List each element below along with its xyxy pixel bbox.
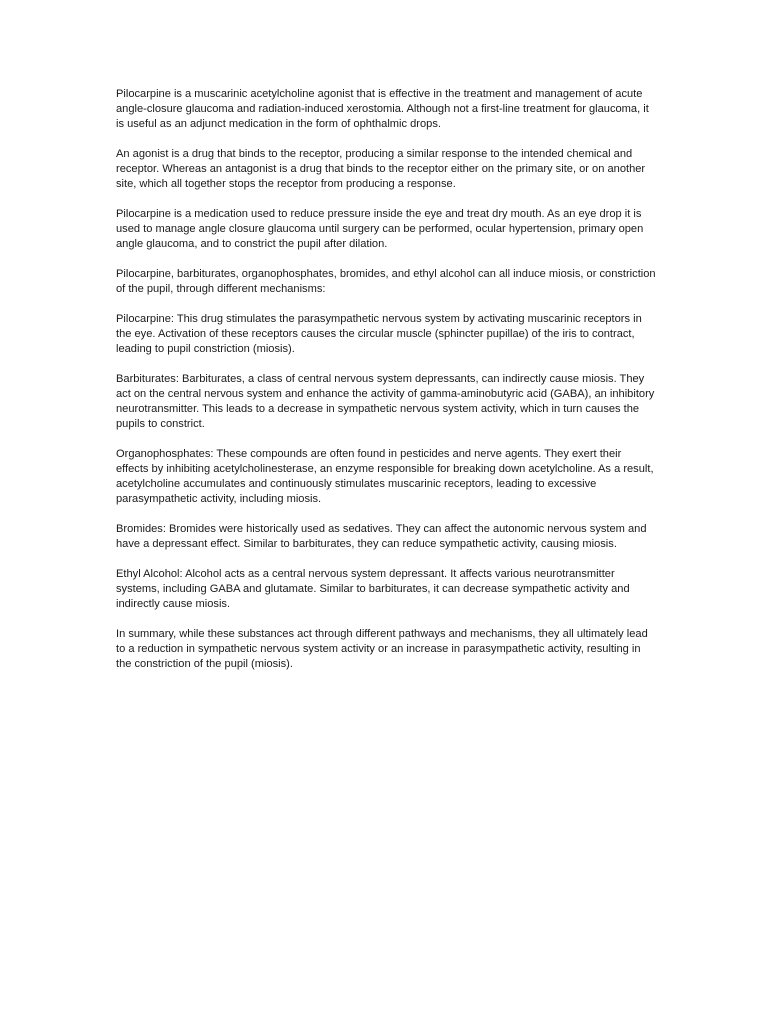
document-body [116, 87, 656, 687]
paragraph-organophosphates: Organophosphates: These compounds are often found in pesticides and nerve agents. They exert their effects by inhibiting acetylcholinesterase, an enzyme responsible for breaking down acetylcholine. As a result, acetylcholine accumulates and continuously stimulates muscarinic receptors, leading to excessive parasympathetic activity, including miosis. [116, 448, 654, 505]
paragraph-barbiturates: Barbiturates: Barbiturates, a class of central nervous system depressants, can indirectly cause miosis. They act on the central nervous system and enhance the activity of gamma-aminobutyric acid (GABA), an inhibitory neurotransmitter. This leads to a decrease in sympathetic nervous system activity, which in turn causes the pupils to constrict. [116, 373, 655, 430]
paragraph-miosis-overview: Pilocarpine, barbiturates, organophosphates, bromides, and ethyl alcohol can all induce miosis, or constriction of the pupil, through different mechanisms: [116, 268, 656, 295]
paragraph-pilocarpine-uses: Pilocarpine is a medication used to reduce pressure inside the eye and treat dry mouth. As an eye drop it is used to manage angle closure glaucoma until surgery can be performed, ocular hypertension, primary open angle glaucoma, and to constrict the pupil after dilation. [116, 208, 644, 250]
paragraph-summary: In summary, while these substances act through different pathways and mechanisms, they all ultimately lead to a reduction in sympathetic nervous system activity or an increase in parasympathetic activity, resulting in the constriction of the pupil (miosis). [116, 628, 648, 670]
paragraph-pilocarpine-mechanism: Pilocarpine: This drug stimulates the parasympathetic nervous system by activating muscarinic receptors in the eye. Activation of these receptors causes the circular muscle (sphincter pupillae) of the iris to contract, leading to pupil constriction (miosis). [116, 313, 642, 355]
paragraph-ethyl-alcohol: Ethyl Alcohol: Alcohol acts as a central nervous system depressant. It affects various neurotransmitter systems, including GABA and glutamate. Similar to barbiturates, it can decrease sympathetic activity and indirectly cause miosis. [116, 568, 630, 610]
paragraph-pilocarpine-intro: Pilocarpine is a muscarinic acetylcholine agonist that is effective in the treatment and management of acute angle-closure glaucoma and radiation-induced xerostomia. Although not a first-line treatment for glaucoma, it is useful as an adjunct medication in the form of ophthalmic drops. [116, 88, 649, 130]
paragraph-bromides: Bromides: Bromides were historically used as sedatives. They can affect the autonomic nervous system and have a depressant effect. Similar to barbiturates, they can reduce sympathetic activity, causing miosis. [116, 523, 647, 550]
paragraph-agonist-definition: An agonist is a drug that binds to the receptor, producing a similar response to the intended chemical and receptor. Whereas an antagonist is a drug that binds to the receptor either on the primary site, or on another site, which all together stops the receptor from producing a response. [116, 148, 646, 190]
